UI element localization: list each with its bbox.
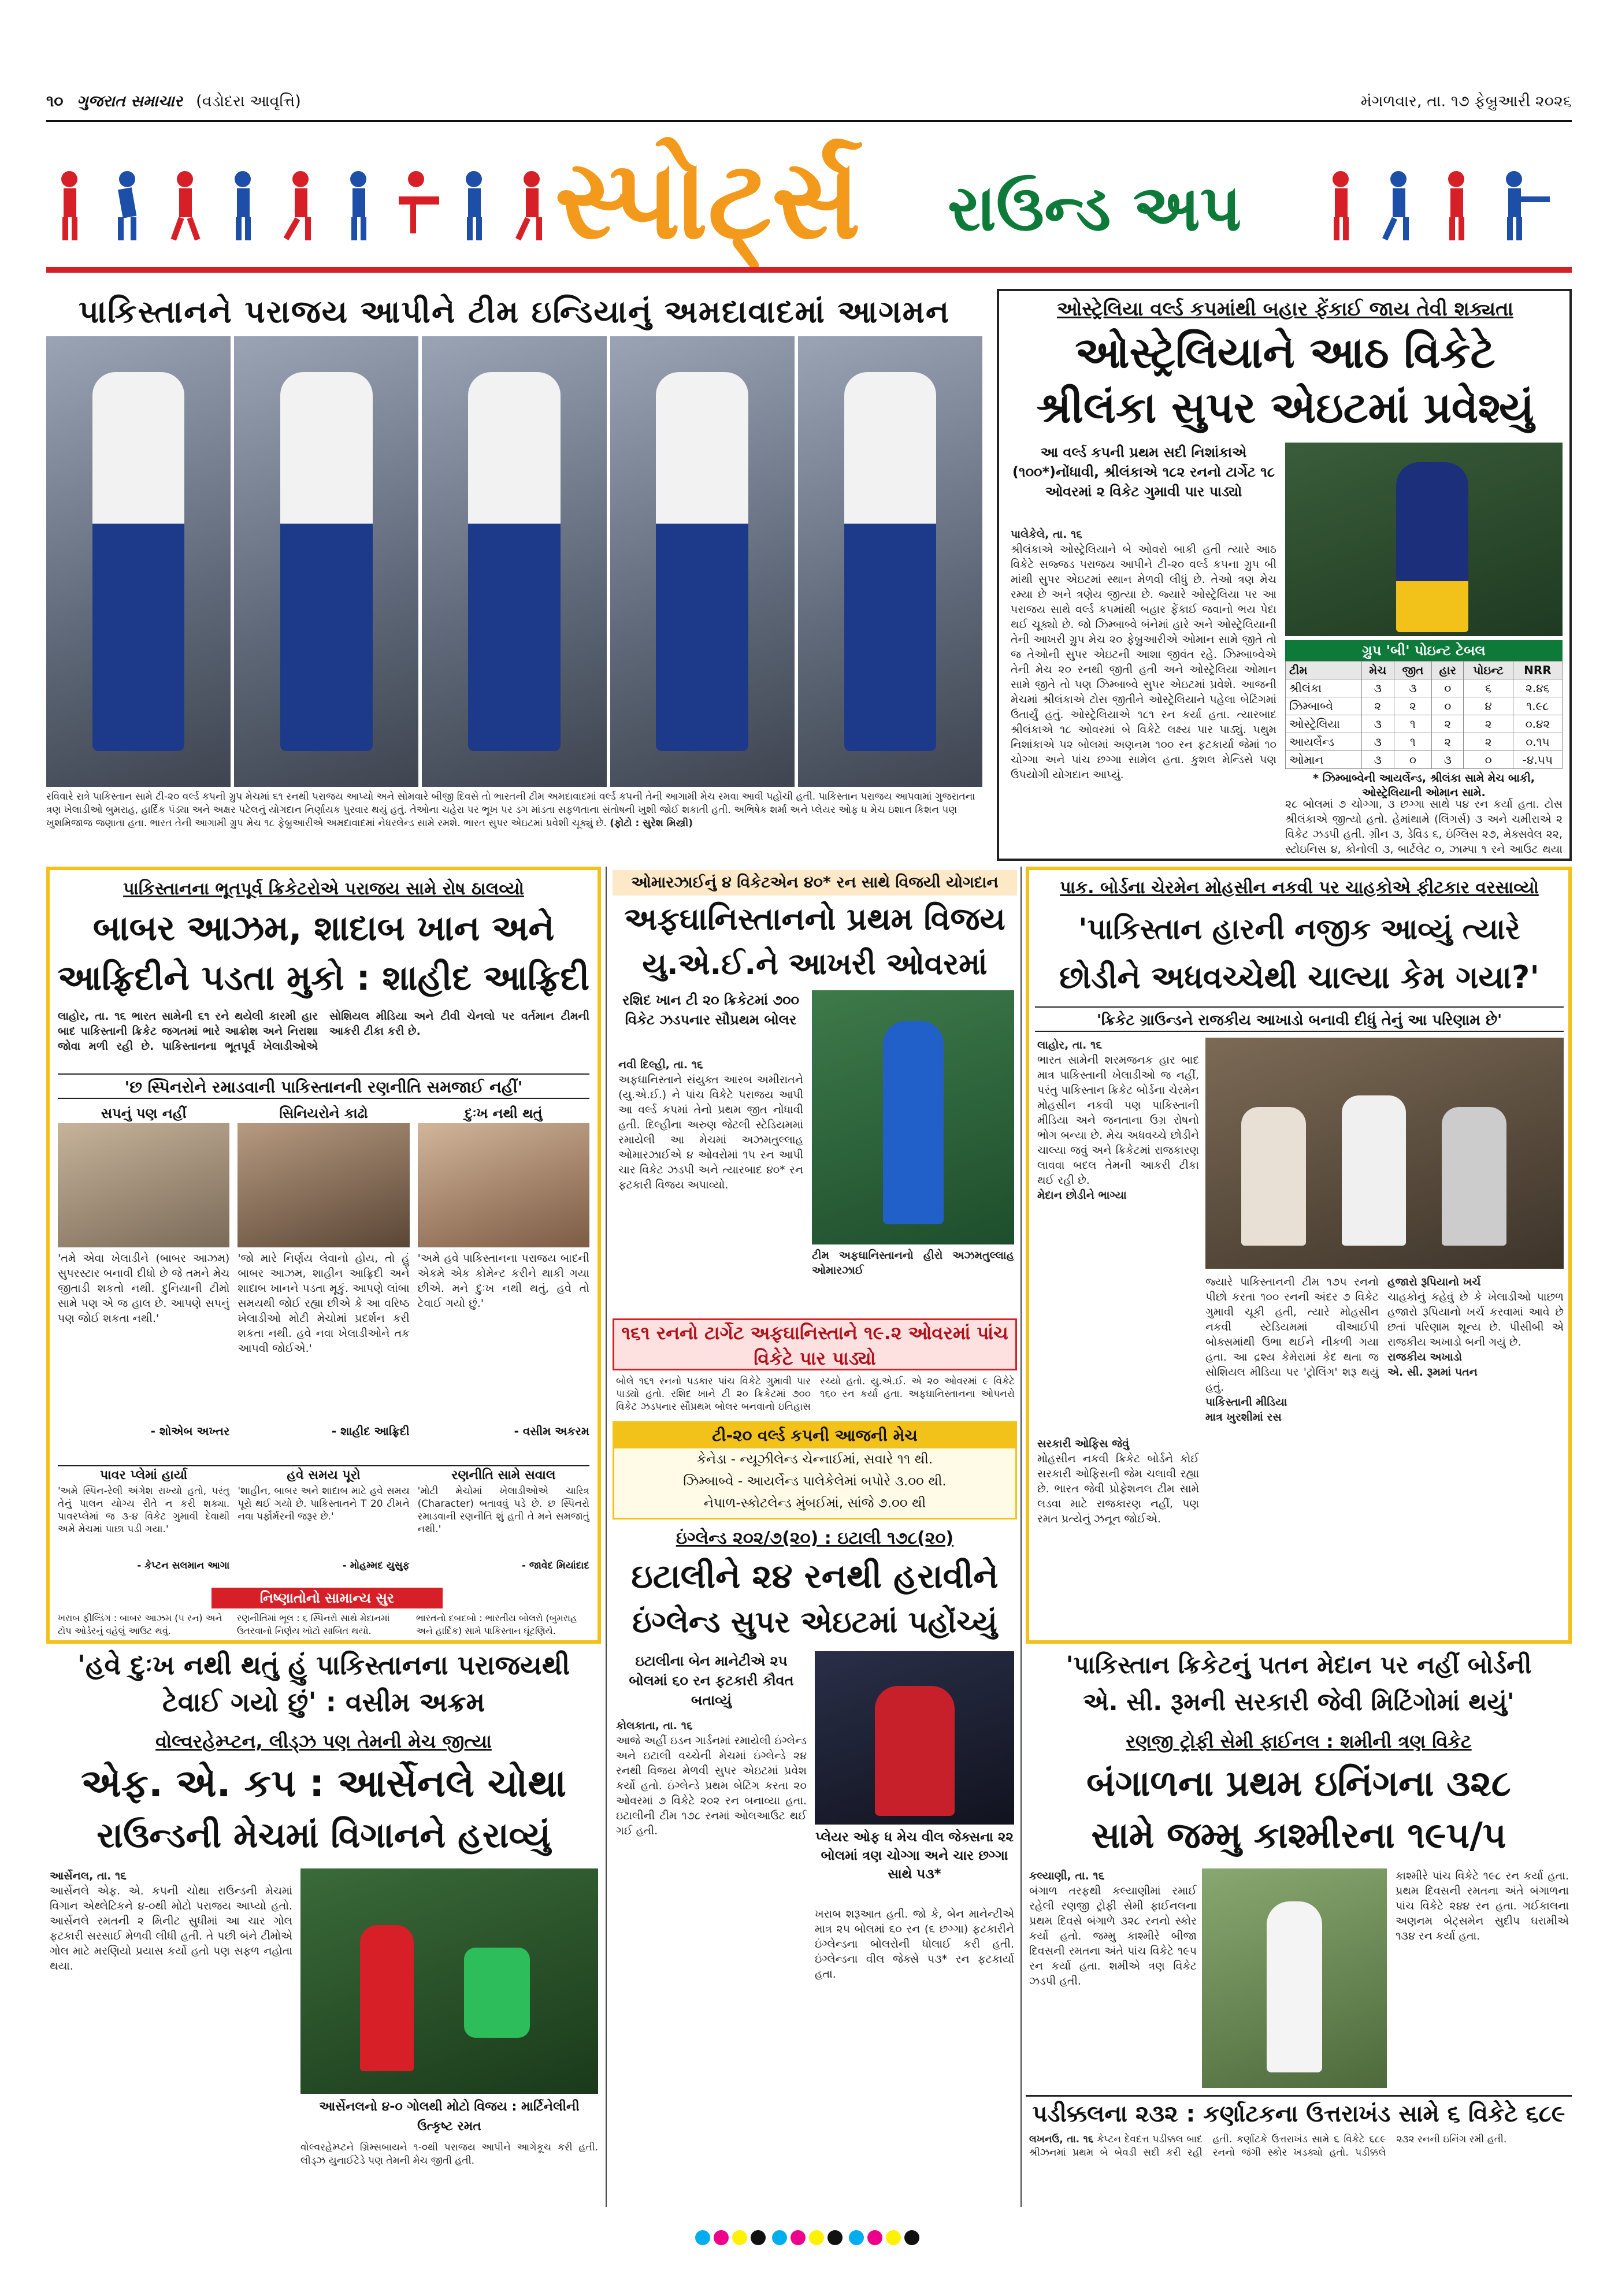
player-photo [422, 336, 606, 787]
cell: ૨ [1361, 697, 1394, 715]
experts-bar: નિષ્ણાતોનો સામાન્ય સુર [211, 1588, 443, 1608]
cell: -૪.૫૫ [1513, 751, 1562, 769]
expert-item: ખરાબ ફીલ્ડિંગ : બાબર આઝમ (૫ રન) અને ટોપ ઓર્ડરનું વહેલું આઉટ થવું. [58, 1613, 222, 1636]
sub-quote [58, 1466, 229, 1587]
subhead: હજારો રૂપિયાનો ખર્ચ [1387, 1276, 1481, 1288]
story6-body-2: ખરાબ શરૂઆત હતી. જો કે, બેન માનેન્ટીએ માત્ર ૨૫ બોલમાં ૬૦ રન (૬ છગ્ગા) ફટકારીને ઇંગ્લેન્ડના બોલરોની ધોલાઈ કરી હતી. ઇંગ્લેન્ડના વીલ જેક્સે ૫૩* રન ફટકાર્યા હતા. [815, 1908, 1014, 1981]
column-header: હાર [1432, 662, 1464, 679]
fixtures-box [613, 1421, 1017, 1519]
player-photo [798, 336, 982, 787]
sub-quote-head: રણનીતિ સામે સવાલ [451, 1468, 556, 1483]
story8-kicker: રણજી ટ્રોફી સેમી ફાઈનલ : શમીની ત્રણ વિકેટ [1126, 1730, 1472, 1752]
story2-box [997, 289, 1572, 861]
header-rule [46, 120, 1572, 122]
story4-target-box: ૧૬૧ રનનો ટાર્ગેટ અફઘાનિસ્તાને ૧૯.૨ ઓવરમાં પાંચ વિકેટે પાર પાડ્યો [613, 1318, 1017, 1370]
story3-quote-banner: 'છ સ્પિનરોને રમાડવાની પાકિસ્તાનની રણનીતિ સમજાઈ નહીં' [58, 1073, 589, 1099]
athlete-icon [170, 171, 200, 241]
sub-quote-text: 'શાહીન, બાબર અને શાદાબ માટે હવે સમય પૂરો થઈ ગયો છે. પાકિસ્તાનને T 20 ટીમને નવા પર્ફોર્મરની જરૂર છે.' [237, 1485, 410, 1522]
sub-quote-signature: - કેપ્ટન સલમાન આગા [137, 1560, 230, 1571]
story3-kicker: પાકિસ્તાનના ભૂતપૂર્વ ક્રિકેટરોએ પરાજય સામે રોષ ઠાલવ્યો [123, 879, 524, 899]
sports-icons-left [46, 162, 566, 243]
subhead: એ. સી. રૂમમાં પતન [1387, 1366, 1478, 1379]
cell: ૦.૪૨ [1513, 715, 1562, 733]
column-rule [1020, 867, 1022, 2207]
fixture-item: કેનેડા - ન્યૂઝીલેન્ડ ચેન્નાઈમાં, સવારે ૧૧ થી. [696, 1452, 933, 1467]
story5-headline-1: 'પાકિસ્તાન હારની નજીક આવ્યું ત્યારે [1078, 912, 1520, 946]
paper-name: ગુજરાત સમાચાર [76, 92, 183, 110]
sub-quote-text: 'અમે સ્પિન-રેલી અંગેશ રાખ્યો હતો, પરંતુ તેનું પાલન યોગ્ય રીતે ન કરી શક્યા. પાવરપ્લેમાં જ ૩-૪ વિકેટ ગુમાવી દેવાથી અમે મેચમાં પાછા પડી ગયા.' [58, 1485, 230, 1535]
cell: શ્રીલંકા [1286, 679, 1362, 697]
cell: ૩ [1432, 751, 1464, 769]
column-header: પોઇન્ટ [1464, 662, 1513, 679]
cell: ૧ [1394, 733, 1431, 751]
athlete-icon [466, 171, 482, 240]
cell: ૨ [1464, 715, 1513, 733]
quote-line: એ. સી. રૂમની સરકારી જેવી મિટિંગોમાં થયું' [1083, 1688, 1515, 1716]
story7-kicker: વોલ્વરહેમ્પ્ટન, લીડ્ઝ પણ તેમની મેચ જીત્યા [155, 1730, 492, 1752]
body-text: મોહસીન નકવી ક્રિકેટ બોર્ડને કોઈ સરકારી ઓફિસની જેમ ચલાવી રહ્યા છે. ભારત જેવી પ્રોફેશનલ ટીમ સામે લડવા માટે રાજકારણ નહીં, પણ રમત પ્રત્યેનું ઝનૂન જોઈએ. [1037, 1452, 1199, 1525]
body-text: આર્સેનલે એફ. એ. કપની ચોથા રાઉન્ડની મેચમાં વિગાન એથ્લેટિકને ૪-૦થી મોટો પરાજય આપ્યો હતો. આર્સેનલે રમતની ૨ મિનીટ સુધીમાં આ ચાર ગોલ ફટકારી સરસાઈ મેળવી લીધી હતી. તે પછી બંને ટીમોએ ગોલ માટે મરણિયો પ્રયાસ કર્યો હતો પણ સફળ નહોતા થયા. [50, 1885, 292, 1972]
quote-column [418, 1104, 589, 1462]
cell: ૨ [1394, 697, 1431, 715]
story7-photo-caption: આર્સેનલનો ૪-૦ ગોલથી મોટો વિજય : માર્ટિનેલીની ઉત્કૃષ્ટ રમત [319, 2100, 580, 2134]
intro-text: ભારત સામેની ૬૧ રને થયેલી કારમી હાર બાદ પાકિસ્તાની ક્રિકેટ જગતમાં ભારે આક્રોશ અને નિરાશા જોવા મળી રહી છે. પાકિસ્તાનના ભૂતપૂર્વ ખેલાડીઓએ સોશિયલ મીડિયા અને ટીવી ચેનલો પર વર્તમાન ટીમની આકરી ટીકા કરી છે. [58, 1010, 589, 1053]
cell: ૦ [1432, 679, 1464, 697]
story2-headline-1: ઓસ્ટ્રેલિયાને આઠ વિકેટે [1075, 328, 1495, 378]
body-text: બંગાળ તરફથી કલ્યાણીમાં રમાઈ રહેલી રણજી ટ્રોફી સેમી ફાઈનલના પ્રથમ દિવસે બંગાળે ૩૨૮ રનનો સ્કોર કર્યો હતો. જમ્મુ કાશ્મીરે બીજા દિવસની રમતના અંતે પાંચ વિકેટે ૧૯૫ રન કર્યા હતા. શમીએ ત્રણ વિકેટ ઝડપી હતી. [1029, 1885, 1197, 1987]
story8-headline-2: સામે જમ્મુ કાશ્મીરના ૧૯૫/૫ [1091, 1814, 1506, 1856]
column-header: NRR [1513, 662, 1562, 679]
story2-body [1011, 527, 1276, 856]
cell: ૬ [1464, 679, 1513, 697]
quote-columns [58, 1104, 589, 1462]
story6-body [616, 1718, 807, 2030]
cell: ૩ [1361, 733, 1394, 751]
story3-box [46, 867, 601, 1644]
athlete-icon [1506, 171, 1550, 240]
cell: આયર્લેન્ડ [1286, 733, 1362, 751]
cell: ૧ [1394, 715, 1431, 733]
subhead: સરકારી ઓફિસ જેવું [1037, 1437, 1129, 1450]
sub-quote-head: હવે સમય પૂરો [287, 1468, 361, 1483]
body-text: અફઘાનિસ્તાને સંયુક્ત આરબ અમીરાતને (યુ.એ.ઈ.) ને પાંચ વિકેટે પરાજય આપી આ વર્લ્ડ કપમાં તેનો પ્રથમ જીત નોંધાવી હતી. દિલ્હીના અરુણ જેટલી સ્ટેડિયમમાં રમાયેલી આ મેચમાં અઝમતુલ્લાહ ઓમારઝાઈએ ૪ ઓવરોમાં ૧૫ રન આપી ચાર વિકેટ ઝડપી અને ત્યારબાદ ૪૦* રન ફટકારી વિજય અપાવ્યો. [618, 1073, 803, 1191]
quote-text: 'જો મારે નિર્ણય લેવાનો હોય, તો હું બાબર આઝમ, શાહીન આફ્રિદી અને શાદાબ ખાનને પડતા મૂકું. આપણે લાંબા સમયથી જોઈ રહ્યા છીએ કે આ વરિષ્ઠ ખેલાડીઓ મોટી મેચોમાં પ્રદર્શન કરી શકતા નથી. હવે નવા ખેલાડીઓને તક આપવી જોઈએ.' [237, 1252, 410, 1355]
photo-credit: (ફોટો : સુરેશ મિસ્ત્રી) [610, 818, 693, 829]
story4-photo-caption: ટીમ અફઘાનિસ્તાનનો હીરો અઝમતુલ્લાહ ઓમારઝાઈ [812, 1249, 1014, 1277]
cell: ૨ [1432, 733, 1464, 751]
quote-signature: - શાહીદ આફ્રિદી [331, 1424, 410, 1438]
points-table-note: * ઝિમ્બાબ્વેની આયર્લેન્ડ, શ્રીલંકા સામે મેચ બાકી, ઓસ્ટ્રેલિયાની ઓમાન સામે. [1312, 772, 1535, 799]
cell: ૨ [1432, 715, 1464, 733]
dateline: નવી દિલ્હી, તા. ૧૬ [618, 1058, 703, 1071]
fixtures-title: ટી-૨૦ વર્લ્ડ કપની આજની મેચ [614, 1423, 1015, 1448]
quote-text: 'અમે હવે પાકિસ્તાનના પરાજય બાદની એકમે એક કોમેન્ટ કરીને થાકી ગયા છીએ. મને દુઃખ નથી થતું, હવે તો ટેવાઈ ગયો છું.' [417, 1252, 589, 1310]
banner-subtitle: રાઉન્ડ અપ [948, 171, 1242, 245]
athlete-icon [1448, 171, 1464, 240]
cell: ૦.૧૫ [1513, 733, 1562, 751]
subhead: મેદાન છોડીને ભાગ્યા [1037, 1189, 1127, 1202]
sub-quote [237, 1466, 409, 1587]
athlete-icon [284, 171, 311, 240]
story5-box [1026, 867, 1572, 1644]
story8-body [1029, 1868, 1197, 2088]
cell: ઓસ્ટ્રેલિયા [1286, 715, 1362, 733]
quote-text: 'તમે એવા ખેલાડીને (બાબર આઝમ) સુપરસ્ટાર બનાવી દીધો છે જે તમને મેચ જીતાડી શકતો નથી. દુનિયાની ટીમો સામે પણ એ જ હાલ છે. આપણે સપનું પણ જોઈ શકતા નથી.' [58, 1252, 230, 1325]
story4-headline-2: યુ.એ.ઈ.ને આખરી ઓવરમાં [642, 947, 988, 982]
story7 [46, 1727, 601, 2207]
quote-signature: - વસીમ અકરમ [514, 1424, 589, 1438]
story7-headline-1: એફ. એ. કપ : આર્સેનલે ચોથા [81, 1761, 566, 1805]
player-photo [234, 336, 418, 787]
quote-column-head: સિનિયરોને કાઢો [279, 1105, 368, 1121]
cell: ઝિમ્બાબ્વે [1286, 697, 1362, 715]
subhead: માત્ર ખુરશીમાં રસ [1205, 1411, 1282, 1424]
athlete-icon [399, 171, 439, 233]
cell: ૦ [1394, 751, 1431, 769]
ranji-photo [1202, 1868, 1387, 2088]
dateline: કોલકાતા, તા. ૧૬ [616, 1719, 693, 1732]
dateline: લખનઉ, તા. ૧૬ [1029, 2134, 1094, 2145]
table-row [1286, 697, 1563, 715]
story2-subhead: આ વર્લ્ડ કપની પ્રથમ સદી નિશાંકાએ (૧૦૦*)નોંધાવી, શ્રીલંકાએ ૧૮૨ રનનો ટાર્ગેટ ૧૮ ઓવરમાં ૨ વિકેટ ગુમાવી પાર પાડ્યો [1012, 444, 1275, 500]
issue-date: મંગળવાર, તા. ૧૭ ફેબ્રુઆરી ૨૦૨૬ [1360, 92, 1572, 110]
story5-kicker: પાક. બોર્ડના ચેરમેન મોહસીન નકવી પર ચાહકોએ ફીટકાર વરસાવ્યો [1060, 878, 1539, 898]
player-of-match: પ્લેયર ઓફ ધ મેચ વીલ જેક્સના ૨૨ બોલમાં ત્રણ ચોગ્ગા અને ચાર છગ્ગા સાથે ૫૩* [815, 1830, 1014, 1882]
story6-kicker: ઇંગ્લેન્ડ ૨૦૨/૭(૨૦) : ઇટાલી ૧૭૮(૨૦) [676, 1528, 954, 1548]
story6-headline-1: ઇટાલીને ૨૪ રનથી હરાવીને [631, 1556, 999, 1596]
story5-headline-2: છોડીને અધવચ્ચેથી ચાલ્યા કેમ ગયા?' [1059, 959, 1539, 995]
expert-item: રણનીતિમાં ભૂલ : ૬ સ્પિનરો સાથે મેદાનમાં ઉતરવાનો નિર્ણય ખોટો સાબિત થયો. [237, 1613, 390, 1636]
story3-headline-1: બાબર આઝમ, શાદાબ ખાન અને [92, 908, 555, 949]
story8-headline-3: પડીક્કલના ૨૩૨ : કર્ણાટકના ઉત્તરાખંડ સામે ૬ વિકેટે ૬૮૯ [1026, 2095, 1572, 2130]
story8-body-2: કાશ્મીરે પાંચ વિકેટે ૧૯૮ રન કર્યા હતા. પ્રથમ દિવસની રમતના અંતે બંગાળના પાંચ વિકેટે ૨૪૪ રન હતા. ગઈકાલના અણનમ બેટ્સમેન સુદીપ ઘરામીએ ૧૩૪ રન કર્યા હતા. [1396, 1870, 1569, 1942]
cell: ૧.૯૮ [1513, 697, 1562, 715]
athlete-icon [1382, 171, 1409, 240]
story7-body-2: વોલ્વરહેમ્પ્ટને ગ્રિમ્સબાયને ૧-૦થી પરાજય આપીને આગેકૂચ કરી હતી. લીડ્ઝ યુનાઈટેડે પણ તેમની મેચ જીતી હતી. [300, 2142, 598, 2167]
story5-body [1037, 1038, 1199, 1431]
dateline: આર્સેનલ, તા. ૧૬ [50, 1870, 127, 1882]
story4-kicker: ઓમારઝાઈનું ૪ વિકેટએન ૪૦* રન સાથે વિજયી યોગદાન [613, 870, 1017, 896]
fixture-item: નેપાળ-સ્કોટલેન્ડ મુંબઈમાં, સાંજે ૭.૦૦ થી [703, 1496, 926, 1511]
story7-headline-2: રાઉન્ડની મેચમાં વિગાનને હરાવ્યું [97, 1815, 551, 1856]
banner-title: સ્પોર્ટ્સ [555, 135, 861, 263]
subhead: પાકિસ્તાની મીડિયા [1205, 1396, 1287, 1409]
story7-body [50, 1868, 292, 2198]
body-text: આજે અહીં ઇડન ગાર્ડનમાં રમાયેલી ઇંગ્લેન્ડ અને ઇટાલી વચ્ચેની મેચમાં ઇંગ્લેન્ડે ૨૪ રનથી વિજય મેળવી સુપર એઇટમાં પ્રવેશ કર્યો હતો. ઇંગ્લેન્ડે પ્રથમ બેટિંગ કરતા ૨૦ ઓવરમાં ૭ વિકેટે ૨૦૨ રન બનાવ્યા હતા. ઇટાલીની ટીમ ૧૭૮ રનમાં ઓલઆઉટ થઈ ગઈ હતી. [616, 1734, 807, 1837]
athlete-icon [235, 171, 251, 240]
quote-column-head: સપનું પણ નહીં [101, 1105, 187, 1121]
story4 [613, 867, 1017, 1416]
story4-body [618, 1057, 803, 1312]
quote-column [58, 1104, 229, 1462]
quote-signature: - શોએબ અખ્તર [150, 1424, 230, 1438]
quote-line: 'પાકિસ્તાન ક્રિકેટનું પતન મેદાન પર નહીં બોર્ડની [1066, 1651, 1532, 1679]
page-header [46, 92, 1572, 119]
story4-side-note: રશિદ ખાન ટી ૨૦ ક્રિકેટમાં ૭૦૦ વિકેટ ઝડપનાર સૌપ્રથમ બોલર [622, 992, 800, 1028]
experts-items [58, 1612, 589, 1641]
quote-column-head: દુઃખ નથી થતું [465, 1105, 543, 1121]
column-header: જીત [1394, 662, 1431, 679]
table-header-row [1286, 662, 1563, 679]
story8 [1026, 1727, 1572, 2207]
story5-body-3 [1037, 1436, 1199, 1604]
dateline: પાલેકેલે, તા. ૧૬ [1011, 528, 1082, 541]
body-text: ચાહકોનું કહેવું છે કે ખેલાડીઓ પાછળ હજારો રૂપિયાનો ખર્ચ કરવામાં આવે છે છતાં પરિણામ શૂન્ય છે. પીસીબી એ રાજકીય અખાડો બની ગયું છે. [1387, 1291, 1564, 1348]
page-number: ૧૦ [46, 92, 64, 110]
points-table-title: ગ્રુપ 'બી' પોઇન્ટ ટેબલ [1285, 640, 1563, 661]
sports-banner [46, 133, 1572, 289]
shahid-afridi-photo [237, 1123, 409, 1247]
sub-quote-signature: - જાવેદ મિયાંદાદ [521, 1560, 589, 1571]
story5-body-4 [1387, 1275, 1564, 1604]
story2-body-2: ૨૮ બોલમાં ૭ ચોગ્ગા, ૩ છગ્ગા સાથે ૫૪ રન કર્યા હતા. ટોસ શ્રીલંકાએ જીત્યો હતો. હેમાંથામે (લિંગર્સ) ૩ અને ચમીરાએ ૨ વિકેટ ઝડપી હતી. ગ્રીન ૩, ડેવિડ ૬, ઇંગ્લિસ ૨૭, મેક્સવેલ ૨૨, સ્ટોઇનિસ ૪, કોનોલી ૩, બાર્ટલેટ ૦, ઝામ્પા ૧ રને આઉટ થયા [1285, 798, 1563, 856]
story8-body-3 [1029, 2133, 1569, 2198]
arsenal-photo [300, 1868, 598, 2094]
story8-headline-1: બંગાળના પ્રથમ ઇનિંગના ૩૨૮ [1086, 1762, 1511, 1804]
story3-intro [58, 1009, 589, 1069]
dateline: લાહોર, તા. ૧૬ [58, 1010, 127, 1023]
sub-quote-signature: - મોહમ્મદ યુસુફ [342, 1560, 410, 1571]
column-rule [606, 867, 607, 2207]
story1-headline: પાકિસ્તાનને પરાજય આપીને ટીમ ઇન્ડિયાનું અમદાવાદમાં આગમન [78, 293, 951, 330]
nissanka-photo [1285, 443, 1563, 636]
body-text: જ્યારે પાકિસ્તાનની ટીમ ૧૭૫ રનનો પીછો કરતા ૧૦૦ રનની અંદર ૭ વિકેટ ગુમાવી ચૂકી હતી, ત્યારે મોહસીન નકવી સ્ટેડિયમમાં વીઆઈપી બોક્સમાંથી ઉભા થઈને નીકળી ગયા હતા. આ દ્રશ્ય કેમેરામાં કેદ થતા જ સોશિયલ મીડિયા પર 'ટ્રોલિંગ' શરૂ થયું હતું. [1205, 1276, 1379, 1394]
table-row [1286, 733, 1563, 751]
story6-headline-2: ઇંગ્લેન્ડ સુપર એઇટમાં પહોંચ્યું [632, 1605, 997, 1640]
will-jacks-photo [815, 1651, 1014, 1825]
column-header: મેચ [1361, 662, 1394, 679]
story3-headline-2: આફ્રિદીને પડતા મુકો : શાહીદ આફ્રિદી [57, 958, 590, 998]
player-photo [610, 336, 795, 787]
athlete-icon [118, 171, 136, 240]
sub-quote-columns [58, 1465, 589, 1587]
expert-item: ભારતનો દબદબો : ભારતીય બોલરો (બુમરાહ અને હાર્દિક) સામે પાકિસ્તાન ઘૂંટણિયે. [416, 1613, 577, 1636]
sports-icons-right [1318, 162, 1572, 243]
cell: ૩ [1361, 679, 1394, 697]
registration-marks [46, 2230, 1572, 2253]
player-photo [46, 336, 231, 787]
table-row [1286, 751, 1563, 769]
table-row [1286, 715, 1563, 733]
cell: ૩ [1361, 715, 1394, 733]
wasim-akram-photo [418, 1123, 589, 1247]
sub-quote-head: પાવર પ્લેમાં હાર્યા [100, 1468, 188, 1483]
cell: ઓમાન [1286, 751, 1362, 769]
story4-body-2: બોલે ૧૬૧ રનનો પડકાર પાંચ વિકેટે ગુમાવી પાર પાડ્યો હતો. રશિદ ખાને ટી ૨૦ ક્રિકેટમાં ૭૦૦ વિકેટ ઝડપનાર સૌપ્રથમ બોલર બનવાનો ઇતિહાસ રચ્યો હતો. યુ.એ.ઈ. એ ૨૦ ઓવરમાં ૯ વિકેટે ૧૬૦ રન કર્યા હતા. અફઘાનિસ્તાનના ઓપનરો [616, 1376, 1015, 1413]
column-header: ટીમ [1286, 662, 1362, 679]
shoaib-akhtar-photo [58, 1123, 229, 1247]
points-table [1285, 661, 1563, 769]
wasim-quote-headline: 'હવે દુઃખ નથી થતું હું પાકિસ્તાનના પરાજયથી ટેવાઈ ગયો છું' : વસીમ અક્રમ [77, 1649, 570, 1718]
story1-caption [46, 790, 982, 860]
story5-bottom-quote [1026, 1647, 1572, 1725]
athlete-icon [1333, 171, 1349, 240]
banner-rule [46, 267, 1572, 273]
points-table-box [1285, 640, 1563, 799]
body-text: શ્રીલંકાએ ઓસ્ટ્રેલિયાને બે ઓવરો બાકી હતી ત્યારે આઠ વિકેટે સજ્જડ પરાજય આપીને ટી-૨૦ વર્લ્ડ કપના ગ્રુપ બી માંથી સુપર એઇટમાં સ્થાન મેળવી લીધું છે. તેઓ ત્રણ મેચ રમ્યા છે અને ત્રણેય જીત્યા છે. જ્યારે ઓસ્ટ્રેલિયા પર આ પરાજય સાથે વર્લ્ડ કપમાંથી બહાર ફેંકાઈ જવાનો ભય પેદા થઈ ચૂક્યો છે. જો ઝિમ્બાબ્વે બંનેમાં હારે અને ઓસ્ટ્રેલિયાની તેની આખરી ગ્રુપ મેચ ૨૦ ફેબ્રુઆરીએ ઓમાન સામે જીતે તો જ તેઓની સુપર એઇટની આશા જીવંત રહે. ઝિમ્બાબ્વેએ તેની મેચ ૨૦ રનથી જીતી હતી અને ઓસ્ટ્રેલિયા ઓમાન સામે જીતે તો પણ ઝિમ્બાબ્વે સુપર એઇટમાં પ્રવેશે. આજની મેચમાં શ્રીલંકાએ ટોસ જીતીને ઓસ્ટ્રેલિયાને પહેલા બેટિંગમાં ઉતાર્યું હતું. ઓસ્ટ્રેલિયાએ ૧૮૧ રન કર્યા હતા. ત્યારબાદ શ્રીલંકાએ ૧૮ ઓવરમાં બે વિકેટે લક્ષ્ય પાર પાડ્યું. પથુમ નિશાંકાએ ૫૨ બોલમાં અણનમ ૧૦૦ રન ફટકાર્યા જેમાં ૧૦ ચોગ્ગા અને પાંચ છગ્ગા સામેલ હતા. કુશલ મેન્ડિસે પણ ઉપયોગી યોગદાન આપ્યું. [1011, 543, 1276, 781]
cell: ૩ [1394, 679, 1431, 697]
quote-column [237, 1104, 409, 1462]
dateline: લાહોર, તા. ૧૬ [1037, 1039, 1102, 1052]
story5-subhead: 'ક્રિકેટ ગ્રાઉન્ડને રાજકીય આખાડો બનાવી દીધું તેનું આ પરિણામ છે' [1035, 1006, 1564, 1032]
sub-quote [418, 1466, 589, 1587]
omarzai-photo [812, 990, 1014, 1244]
athlete-icon [350, 171, 366, 240]
story1-photo-strip [46, 336, 982, 787]
story2-kicker: ઓસ્ટ્રેલિયા વર્લ્ડ કપમાંથી બહાર ફેંકાઈ જાય તેવી શક્યતા [1057, 298, 1513, 321]
story5-body-2 [1205, 1275, 1379, 1604]
sub-quote-text: 'મોટી મેચોમાં ખેલાડીઓએ ચારિત્ર (Character) બતાવવું પડે છે. છ સ્પિનરો રમાડવાની રણનીતિ શું હતી તે મને સમજાતું નથી.' [417, 1485, 589, 1535]
table-row [1286, 679, 1563, 697]
subhead: રાજકીય અખાડો [1387, 1351, 1462, 1364]
cell: ૦ [1464, 751, 1513, 769]
body-text: ભારત સામેની શરમજનક હાર બાદ માત્ર પાકિસ્તાની ખેલાડીઓ જ નહીં, પરંતુ પાકિસ્તાન ક્રિકેટ બોર્ડના ચેરમેન મોહસીન નકવી પણ પાકિસ્તાની મીડિયા અને જનતાના ઉગ્ર રોષનો ભોગ બન્યા છે. મેચ અધવચ્ચે છોડીને ચાલ્યા જવું અને ક્રિકેટમાં રાજકારણ લાવવા બદલ તેમની આકરી ટીકા થઈ રહી છે. [1037, 1054, 1199, 1187]
edition: (વડોદરા આવૃત્તિ) [196, 92, 301, 110]
story4-headline-1: અફઘાનિસ્તાનનો પ્રથમ વિજય [624, 901, 1005, 937]
story6-side: ઇટાલીના બેન માનેટીએ ૨૫ બોલમાં ૬૦ રન ફટકારી કૌવત બતાવ્યું [629, 1653, 794, 1708]
dateline: કલ્યાણી, તા. ૧૬ [1029, 1870, 1105, 1882]
cell: ૪ [1464, 697, 1513, 715]
cell: ૨.૪૬ [1513, 679, 1562, 697]
cell: ૨ [1464, 733, 1513, 751]
fixture-item: ઝિમ્બાબ્વે - આયર્લેન્ડ પાલેકેલેમાં બપોરે ૩.૦૦ થી. [683, 1474, 947, 1489]
athlete-icon [515, 171, 542, 240]
body-text: કેપ્ટન દેવદત્ત પડીક્કલ બાદ શ્રીઝનમાં પ્રથમ બે બેવડી સદી કરી રહી હતી. કર્ણાટકે ઉત્તરાખંડ સામે ૬ વિકેટે ૬૮૯ રનનો જંગી સ્કોર ખડક્યો હતો. પડીક્કલે ૨૩૨ રનની ઇનિંગ રમી હતી. [1029, 2134, 1507, 2158]
caption-text: રવિવારે રાત્રે પાકિસ્તાન સામે ટી-૨૦ વર્લ્ડ કપની ગ્રુપ મેચમાં ૬૧ રનથી પરાજય આપ્યો અને સોમવારે બીજી દિવસે તો ભારતની ટીમ અમદાવાદમાં વર્લ્ડ કપની તેની આગામી મેચ રમવા આવી પહોંચી હતી. પાકિસ્તાન પરાજય આપવામાં ગુજરાતના ત્રણ ખેલાડીઓ બુમરાહ, હાર્દિક પંડ્યા અને અક્ષર પટેલનું યોગદાન નિર્ણાયક પુરવાર થયું હતું. તેઓના ચહેરા પર ભૂખ પર ડગ માંડતા સફળતાના સંતોષની ખુશી જોઈ શકાતી હતી. અભિષેક શર્મા અને પ્લેયર ઓફ ધ મેચ ઇશાન કિશન પણ ખુશમિજાજ જણાતા હતા. ભારત તેની આગામી ગ્રુપ મેચ ૧૮ ફેબ્રુઆરીએ અમદાવાદમાં નેધરલેન્ડ સામે રમશે. ભારત સુપર એઇટમાં પ્રવેશી ચૂક્યું છે. [46, 791, 975, 829]
cell: ૩ [1361, 751, 1394, 769]
cell: ૦ [1432, 697, 1464, 715]
athlete-icon [61, 171, 77, 240]
story2-headline-2: શ્રીલંકા સુપર એઇટમાં પ્રવેશ્યું [1036, 383, 1534, 433]
stadium-box-photo [1205, 1038, 1564, 1269]
story6 [613, 1525, 1017, 2207]
